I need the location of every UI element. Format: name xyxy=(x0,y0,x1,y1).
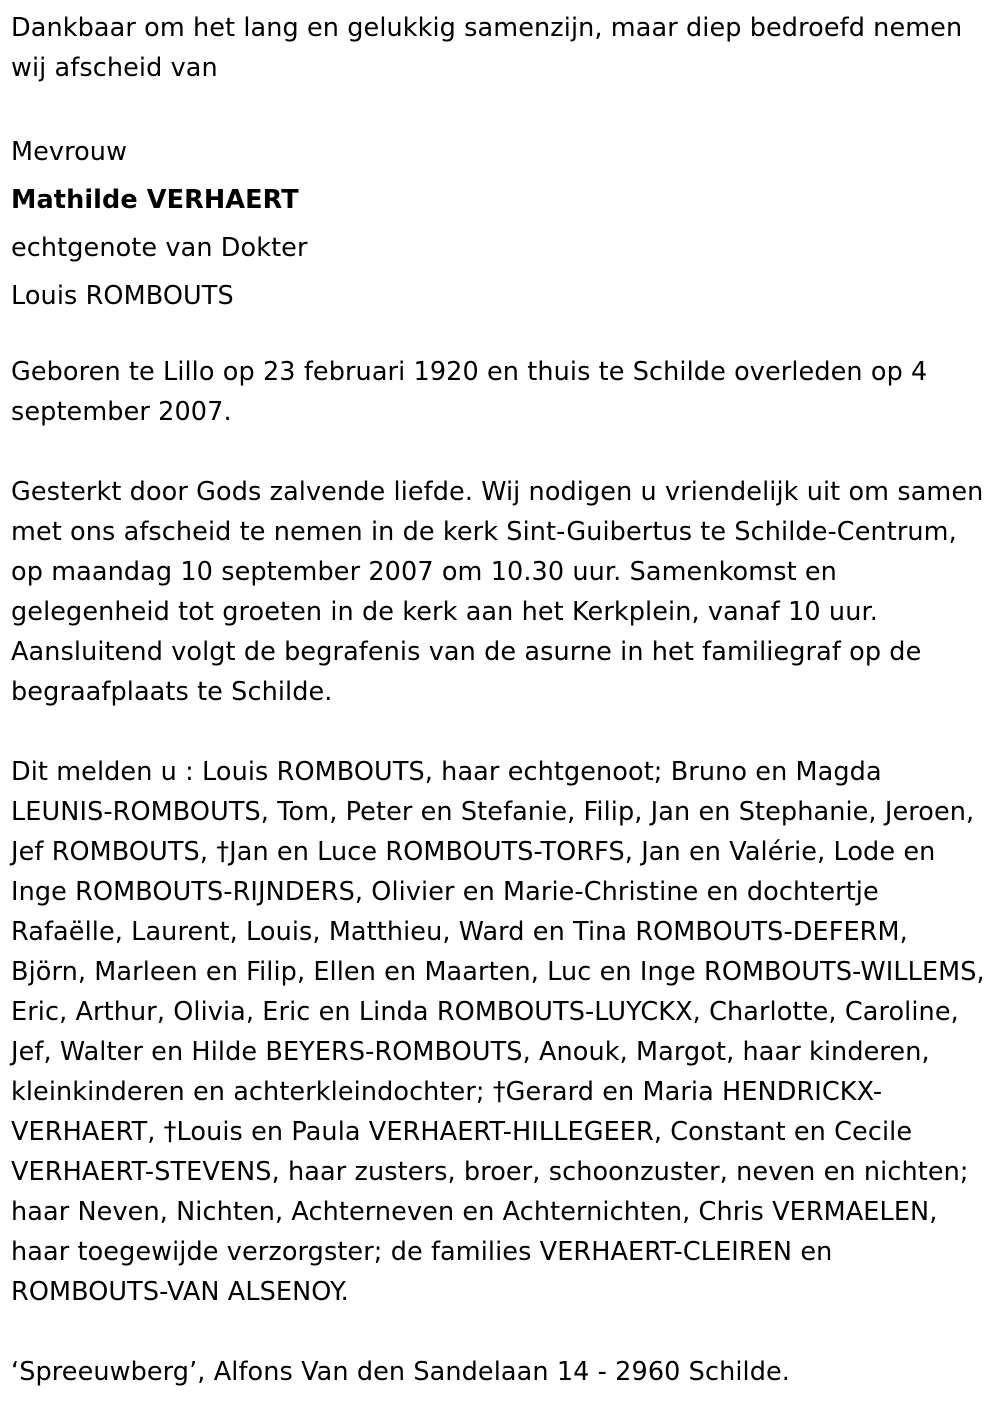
spacer xyxy=(11,88,986,128)
spouse-line-2: Louis ROMBOUTS xyxy=(11,281,234,311)
name-block xyxy=(11,128,986,320)
death-notice xyxy=(11,8,986,1392)
deceased-name: Mathilde VERHAERT xyxy=(11,185,299,215)
spacer xyxy=(11,320,986,352)
cross-icon: † xyxy=(216,837,230,867)
family-part-4: Louis en Paula VERHAERT-HILLEGEER, Constant en Cecile VERHAERT-STEVENS, haar zusters, broer, schoonzuster, neven en nichten; haar Neven, Nichten, Achterneven en Achternichten, Chris VERMAELEN, haar toegewijde verzorgster; de families VERHAERT-CLEIREN en ROMBOUTS-VAN ALSENOY. xyxy=(11,1117,969,1307)
cross-icon: † xyxy=(163,1117,177,1147)
family-part-3: Gerard en Maria HENDRICKX-VERHAERT, xyxy=(11,1077,883,1147)
birth-death-text: Geboren te Lillo op 23 februari 1920 en thuis te Schilde overleden op 4 september 2007. xyxy=(11,357,928,427)
spouse-line-1: echtgenote van Dokter xyxy=(11,233,308,263)
family-part-1: Dit melden u : Louis ROMBOUTS, haar echtgenoot; Bruno en Magda LEUNIS-ROMBOUTS, Tom, Peter en Stefanie, Filip, Jan en Stephanie, Jeroen, Jef ROMBOUTS, xyxy=(11,757,975,867)
title-prefix: Mevrouw xyxy=(11,137,128,167)
spacer xyxy=(11,1312,986,1352)
family-part-2: Jan en Luce ROMBOUTS-TORFS, Jan en Valérie, Lode en Inge ROMBOUTS-RIJNDERS, Olivier en Marie-Christine en dochtertje Rafaëlle, Laurent, Louis, Matthieu, Ward en Tina ROMBOUTS-DEFERM, Björn, Marleen en Filip, Ellen en Maarten, Luc en Inge ROMBOUTS-WILLEMS, Eric, Arthur, Olivia, Eric en Linda ROMBOUTS-LUYCKX, Charlotte, Caroline, Jef, Walter en Hilde BEYERS-ROMBOUTS, Anouk, Margot, haar kinderen, kleinkinderen en achterkleindochter; xyxy=(11,837,985,1107)
cross-icon: † xyxy=(492,1077,506,1107)
address-text: ‘Spreeuwberg’, Alfons Van den Sandelaan 14 - 2960 Schilde. xyxy=(11,1357,791,1387)
service-text: Gesterkt door Gods zalvende liefde. Wij nodigen u vriendelijk uit om samen met ons afscheid te nemen in de kerk Sint-Guibertus te Schilde-Centrum, op maandag 10 september 2007 om 10.30 uur. Samenkomst en gelegenheid tot groeten in de kerk aan het Kerkplein, vanaf 10 uur. Aansluitend volgt de begrafenis van de asurne in het familiegraf op de begraafplaats te Schilde. xyxy=(11,477,984,707)
spacer xyxy=(11,432,986,472)
spacer xyxy=(11,712,986,752)
intro-text: Dankbaar om het lang en gelukkig samenzijn, maar diep bedroefd nemen wij afscheid van xyxy=(11,13,963,83)
family-text xyxy=(11,752,986,1312)
